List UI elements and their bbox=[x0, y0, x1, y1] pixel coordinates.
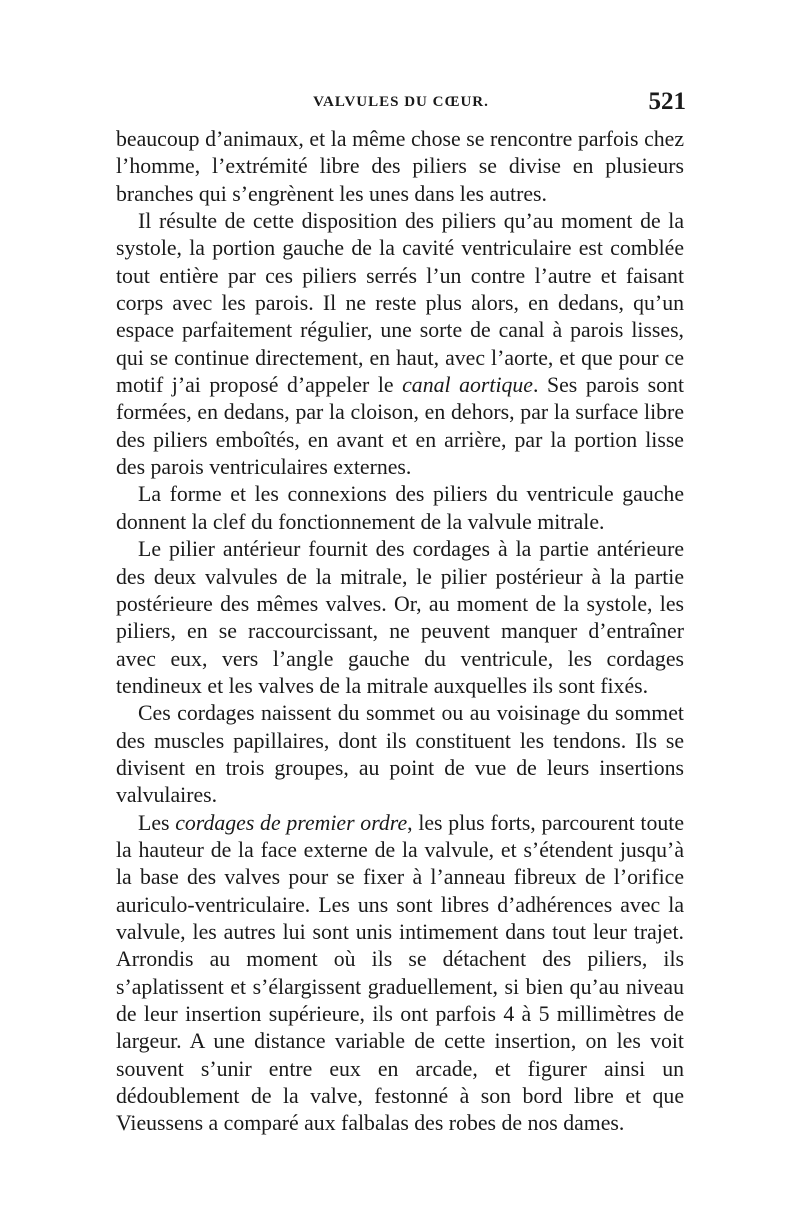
paragraph bbox=[116, 536, 684, 700]
text-run: Ces cordages naissent du sommet ou au voisinage du sommet des muscles papillaires, dont ils constituent les tendons. Ils se divisent en trois groupes, au point de vue de leurs insertions valvulaires. bbox=[116, 701, 684, 808]
paragraph bbox=[116, 810, 684, 1138]
running-header bbox=[116, 88, 686, 122]
running-title: VALVULES DU CŒUR. bbox=[313, 94, 489, 110]
page-number: 521 bbox=[648, 88, 686, 115]
italic-term: canal aortique bbox=[402, 373, 533, 398]
body-text bbox=[116, 126, 684, 1138]
italic-term: cordages de premier ordre bbox=[175, 810, 408, 835]
text-run: Le pilier antérieur fournit des cordages à la partie antérieure des deux valvules de la mitrale, le pilier postérieur à la partie postérieure des mêmes valves. Or, au moment de la systole, les piliers, en se raccourcissant, ne peuvent manquer d’entraîner avec eux, vers l’angle gauche du ventricule, les cordages tendineux et les valves de la mitrale auxquelles ils sont fixés. bbox=[116, 537, 684, 698]
text-run: Il résulte de cette disposition des piliers qu’au moment de la systole, la portion gauche de la cavité ventriculaire est comblée tout entière par ces piliers serrés l’un contre l’autre et faisant corps avec les parois. Il ne reste plus alors, en dedans, qu’un espace parfaitement régulier, une sorte de canal à parois lisses, qui se continue directement, en haut, avec l’aorte, et que pour ce motif j’ai proposé d’appeler le bbox=[116, 209, 684, 398]
text-run: Les bbox=[138, 810, 176, 835]
paragraph bbox=[116, 126, 684, 208]
paragraph bbox=[116, 700, 684, 809]
text-run: La forme et les connexions des piliers du ventricule gauche donnent la clef du fonctionnement de la valvule mitrale. bbox=[116, 482, 684, 534]
text-run: beaucoup d’animaux, et la même chose se rencontre parfois chez l’homme, l’extrémité libre des piliers se divise en plusieurs branches qui s’engrènent les unes dans les autres. bbox=[116, 127, 684, 206]
paragraph bbox=[116, 208, 684, 481]
text-run: . Ses parois sont formées, en dedans, par la cloison, en dehors, par la surface libre des piliers emboîtés, en avant et en arrière, par la portion lisse des parois ventriculaires externes. bbox=[116, 373, 685, 480]
text-run: , les plus forts, parcourent toute la hauteur de la face externe de la valvule, et s’étendent jusqu’à la base des valves pour se fixer à l’anneau fibreux de l’orifice auriculo-ventriculaire. Les uns sont libres d’adhérences avec la valvule, les autres lui sont unis intimement dans tout leur trajet. Arrondis au moment où ils se détachent des piliers, ils s’aplatissent et s’élargissent graduellement, si bien qu’au niveau de leur insertion supérieure, ils ont parfois 4 à 5 millimètres de largeur. A une distance variable de cette insertion, on les voit souvent s’unir entre eux en arcade, et figurer ainsi un dédoublement de la valve, festonné à son bord libre et que Vieussens a comparé aux falbalas des robes de nos dames. bbox=[116, 810, 685, 1136]
paragraph bbox=[116, 481, 684, 536]
